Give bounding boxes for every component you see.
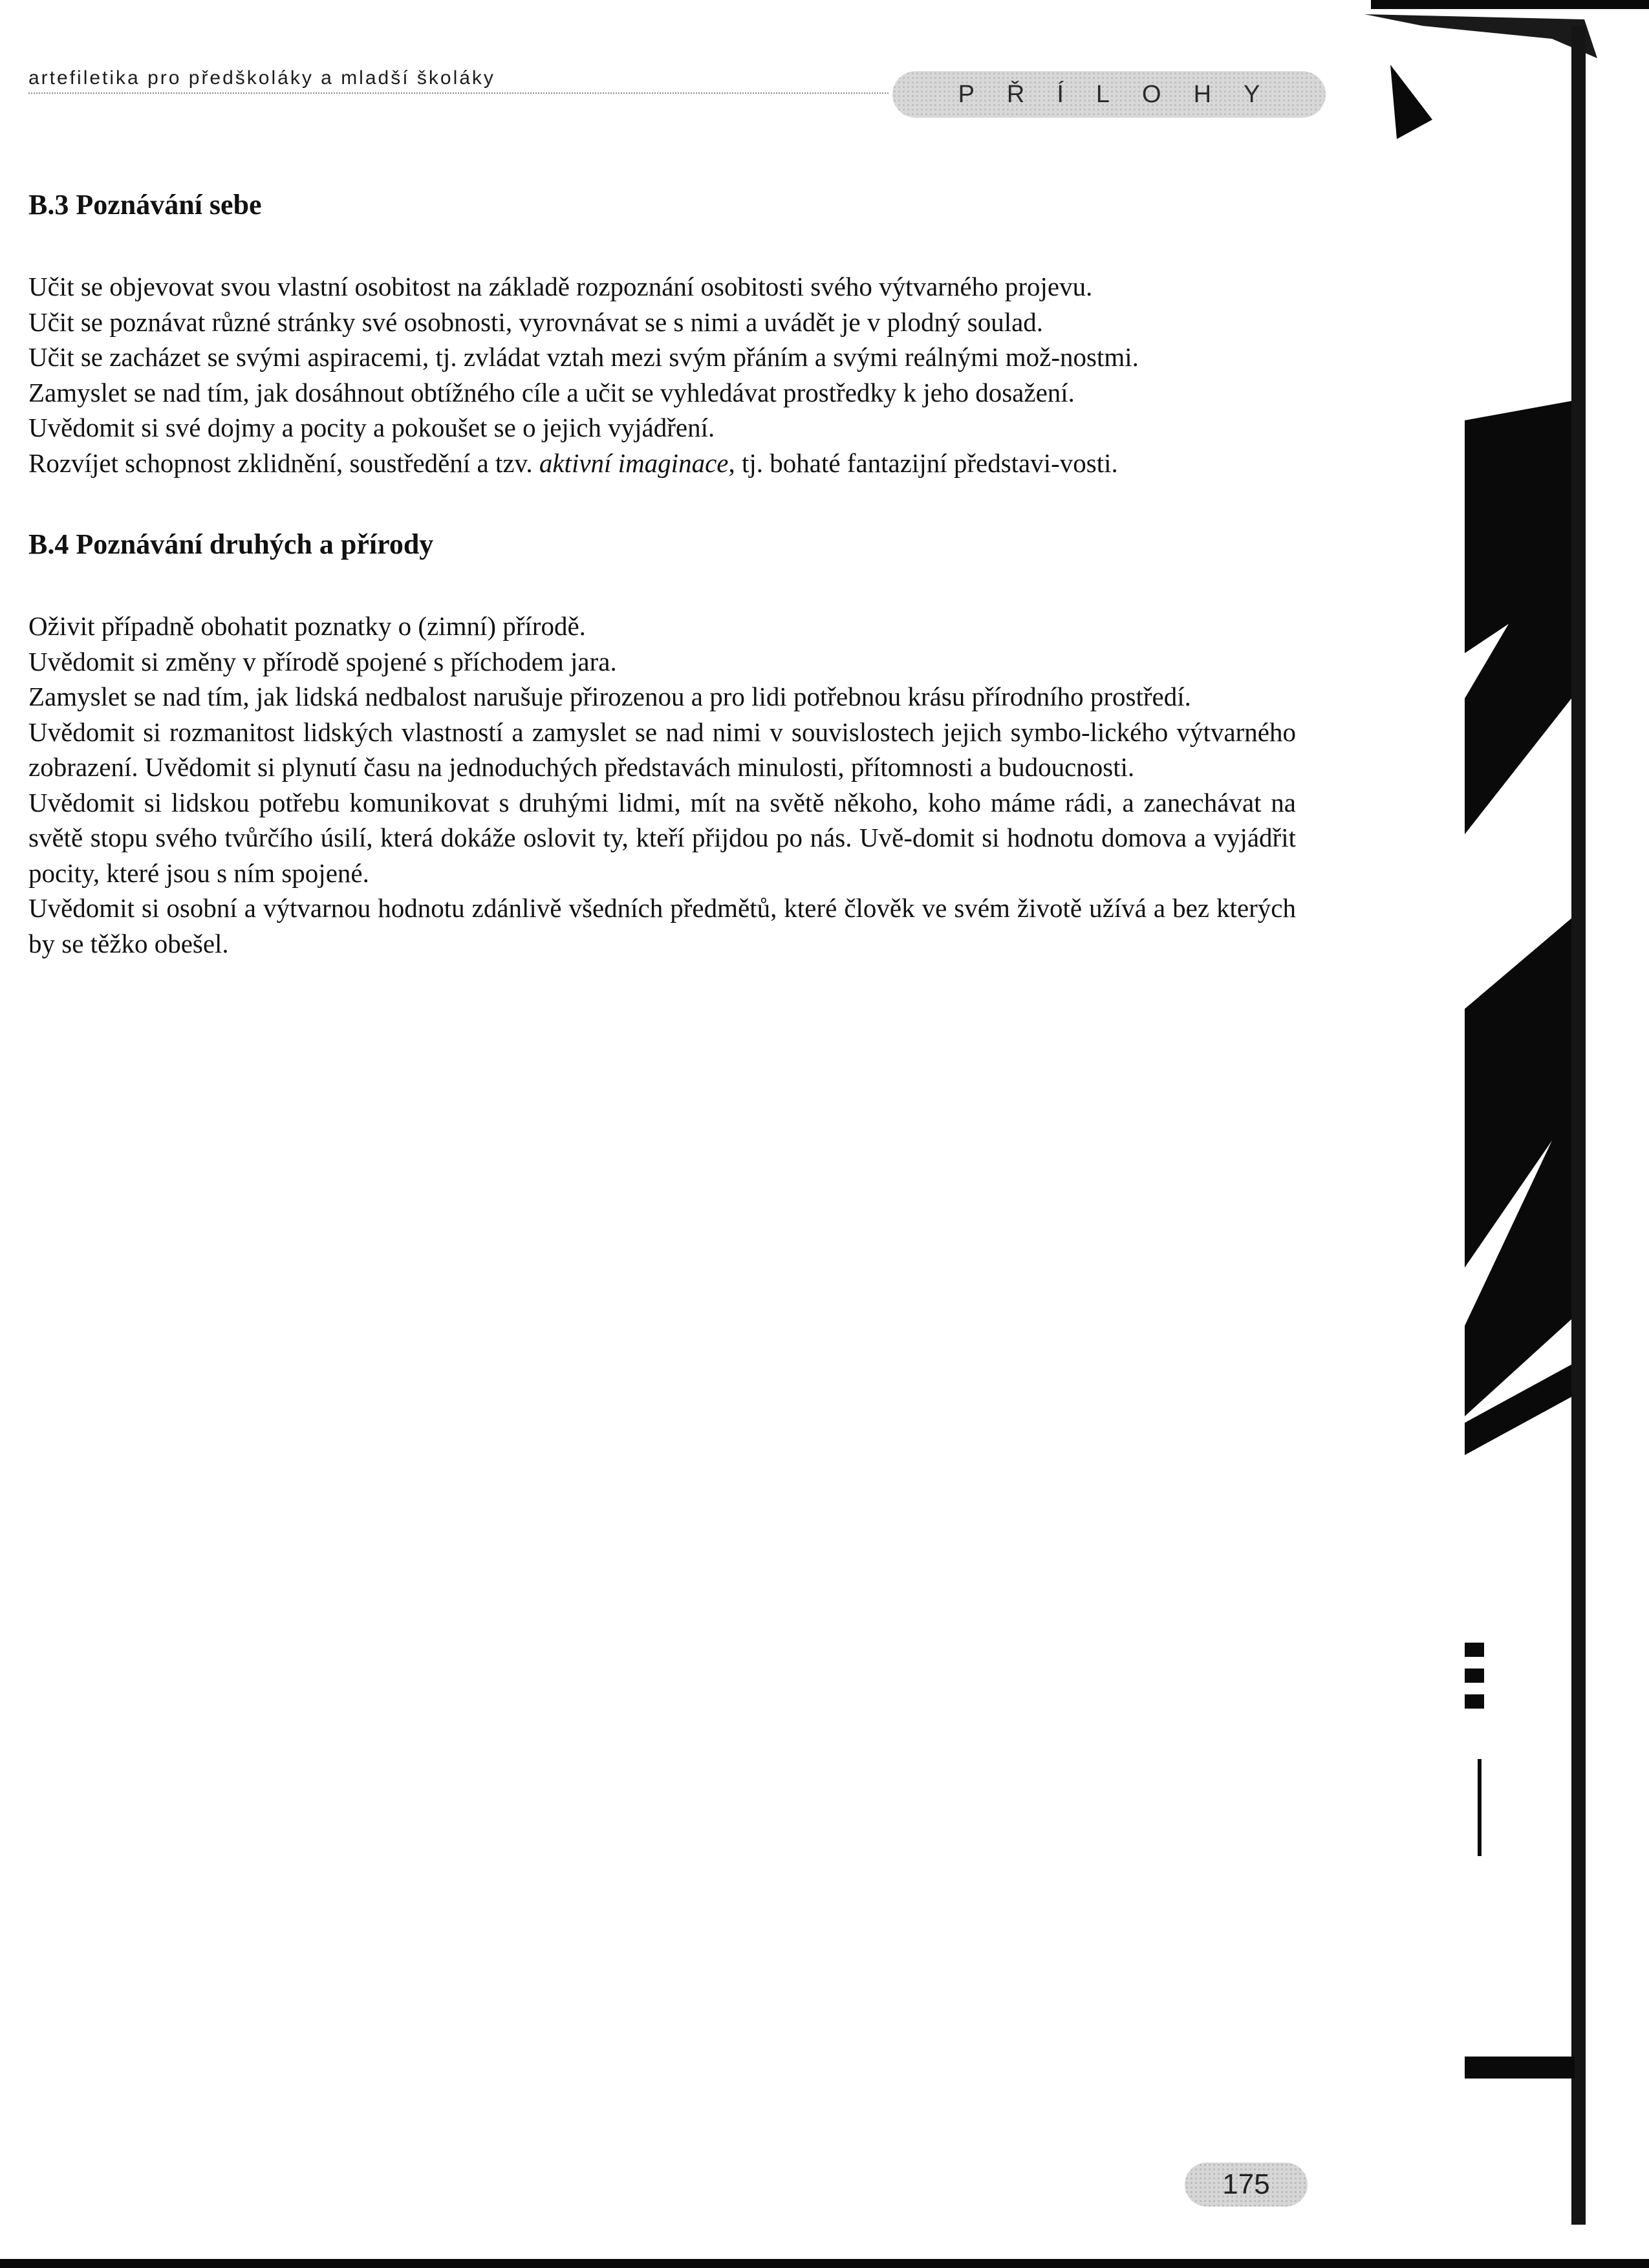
top-right-corner-shadow xyxy=(1364,14,1597,58)
text-run: Rozvíjet schopnost zklidnění, soustředění a tzv. xyxy=(28,448,539,478)
italic-term: aktivní imaginace xyxy=(539,448,729,478)
section-tab-label: PŘÍLOHY xyxy=(892,71,1326,118)
section-heading-b3: B.3 Poznávání sebe xyxy=(28,189,262,221)
edge-block-3 xyxy=(1465,1694,1484,1709)
edge-bar xyxy=(1465,2057,1575,2079)
edge-block-2 xyxy=(1465,1669,1484,1683)
section-heading-b4: B.4 Poznávání druhých a přírody xyxy=(28,528,434,560)
edge-tab-5 xyxy=(1465,1365,1571,1455)
edge-tab-1 xyxy=(1465,401,1571,653)
paragraph: Uvědomit si rozmanitost lidských vlastností a zamyslet se nad nimi v souvislostech jejich symbo-lického výtvarného zobrazení. Uvědomit si plynutí času na jednoduchých představách minulosti, přítomnosti a budoucnosti. xyxy=(28,717,1296,782)
paragraph: Zamyslet se nad tím, jak dosáhnout obtížného cíle a učit se vyhledávat prostředky k jeho dosažení. xyxy=(28,377,1075,407)
edge-block-1 xyxy=(1465,1643,1484,1657)
bottom-edge-strip xyxy=(0,2259,1649,2268)
right-edge-border xyxy=(1571,26,1586,2225)
paragraph: Uvědomit si změny v přírodě spojené s příchodem jara. xyxy=(28,646,617,676)
edge-thin-line xyxy=(1478,1759,1482,1856)
paragraph: Uvědomit si osobní a výtvarnou hodnotu zdánlivě všedních předmětů, které člověk ve svém životě užívá a bez kterých by se těžko obešel. xyxy=(28,893,1296,958)
paragraph: Zamyslet se nad tím, jak lidská nedbalost narušuje přirozenou a pro lidi potřebnou krásu přírodního prostředí. xyxy=(28,682,1191,711)
edge-tab-3 xyxy=(1465,918,1571,1268)
paragraph: Učit se poznávat různé stránky své osobnosti, vyrovnávat se s nimi a uvádět je v plodný soulad. xyxy=(28,307,1044,337)
paragraph: Učit se objevovat svou vlastní osobitost na základě rozpoznání osobitosti svého výtvarného projevu. xyxy=(28,272,1093,301)
paragraph: Učit se zacházet se svými aspiracemi, tj. zvládat vztah mezi svým přáním a svými reálnými mož-nostmi. xyxy=(28,342,1139,372)
header-rule xyxy=(28,92,889,94)
paragraph: Uvědomit si lidskou potřebu komunikovat s druhými lidmi, mít na světě někoho, koho máme rádi, a zanechávat na světě stopu svého tvůrčího úsilí, která dokáže oslovit ty, kteří přijdou po nás. Uvě-domit si hodnotu domova a vyjádřit pocity, které jsou s ním spojené. xyxy=(28,787,1296,888)
text-run: , tj. bohaté fantazijní představi-vosti. xyxy=(728,448,1118,478)
edge-tab-2 xyxy=(1465,517,1571,834)
edge-tab-4 xyxy=(1465,1099,1571,1416)
top-edge-strip xyxy=(1371,0,1649,9)
running-header: artefiletika pro předškoláky a mladší školáky xyxy=(28,67,495,89)
paragraph: Uvědomit si své dojmy a pocity a pokoušet se o jejich vyjádření. xyxy=(28,413,715,442)
page-number: 175 xyxy=(1185,2163,1308,2207)
arrow-mark xyxy=(1390,65,1432,139)
page-content xyxy=(28,188,1296,961)
paragraph: Oživit případně obohatit poznatky o (zimní) přírodě. xyxy=(28,611,586,641)
paragraph xyxy=(28,446,1296,481)
